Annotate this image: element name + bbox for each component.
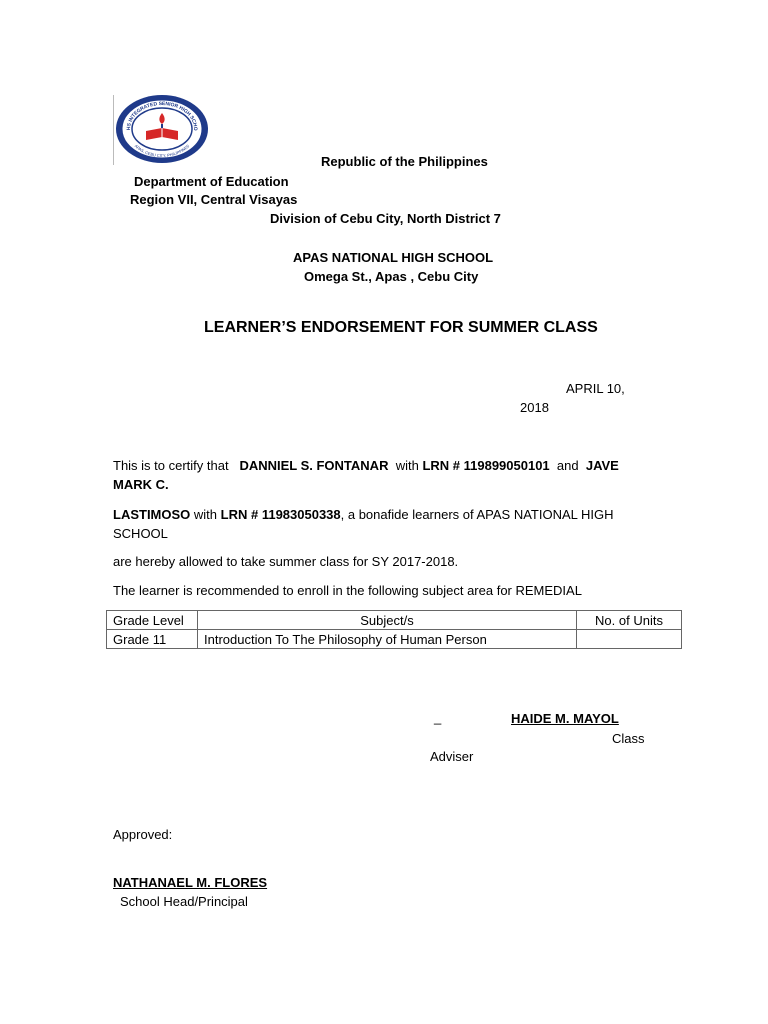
table-row bbox=[107, 630, 682, 649]
republic-heading: Republic of the Philippines bbox=[321, 154, 488, 169]
student-2-name-part-2: MARK C. bbox=[113, 477, 169, 492]
student-2-name-part-1: JAVE bbox=[585, 458, 619, 473]
student-1-name: DANNIEL S. FONTANAR bbox=[239, 458, 389, 473]
school-address: Omega St., Apas , Cebu City bbox=[304, 269, 479, 284]
school-seal-logo bbox=[113, 93, 211, 165]
school-name: APAS NATIONAL HIGH SCHOOL bbox=[293, 250, 494, 265]
header-grade-level: Grade Level bbox=[107, 611, 198, 630]
approved-label: Approved: bbox=[113, 827, 173, 842]
header-units: No. of Units bbox=[577, 611, 682, 630]
document-title: LEARNER’S ENDORSEMENT FOR SUMMER CLASS bbox=[204, 319, 598, 336]
division-heading: Division of Cebu City, North District 7 bbox=[270, 211, 501, 226]
header-subjects: Subject/s bbox=[198, 611, 577, 630]
cell-subject: Introduction To The Philosophy of Human Person bbox=[198, 630, 577, 649]
and-text: and bbox=[556, 458, 579, 473]
principal-name: NATHANAEL M. FLORES bbox=[113, 875, 268, 890]
with-text-2: with bbox=[193, 507, 218, 522]
adviser-name: HAIDE M. MAYOL bbox=[511, 711, 619, 726]
date-line-1: APRIL 10, bbox=[566, 381, 625, 396]
bonafide-text: , a bonafide learners of APAS NATIONAL HIGH bbox=[340, 507, 614, 522]
student-2-lrn: LRN # 11983050338 bbox=[220, 507, 341, 522]
date-line-2: 2018 bbox=[520, 400, 549, 415]
subject-table bbox=[106, 610, 682, 649]
seal-ring-text-bottom: APAS, CEBU CITY, PHILIPPINES bbox=[133, 143, 191, 159]
region-heading: Region VII, Central Visayas bbox=[130, 192, 298, 207]
certify-line-2 bbox=[113, 507, 614, 522]
cell-grade-level: Grade 11 bbox=[107, 630, 198, 649]
student-1-lrn: LRN # 119899050101 bbox=[422, 458, 550, 473]
certify-intro: This is to certify that bbox=[113, 458, 229, 473]
signature-dash: _ bbox=[434, 710, 442, 725]
table-header-row bbox=[107, 611, 682, 630]
department-heading: Department of Education bbox=[134, 174, 289, 189]
certify-line-1 bbox=[113, 458, 619, 473]
cell-units bbox=[577, 630, 682, 649]
principal-title: School Head/Principal bbox=[120, 894, 248, 909]
student-2-surname: LASTIMOSO bbox=[113, 507, 191, 522]
seal-ring-text-top: HS INTEGRATED SENIOR HIGH SCHO bbox=[125, 100, 199, 131]
recommendation-statement: The learner is recommended to enroll in the following subject area for REMEDIAL bbox=[113, 583, 582, 598]
summer-class-statement: are hereby allowed to take summer class for SY 2017-2018. bbox=[113, 554, 459, 569]
adviser-title-part-1: Class bbox=[612, 731, 645, 746]
school-word: SCHOOL bbox=[113, 526, 168, 541]
adviser-title-part-2: Adviser bbox=[430, 749, 474, 764]
with-text-1: with bbox=[395, 458, 419, 473]
